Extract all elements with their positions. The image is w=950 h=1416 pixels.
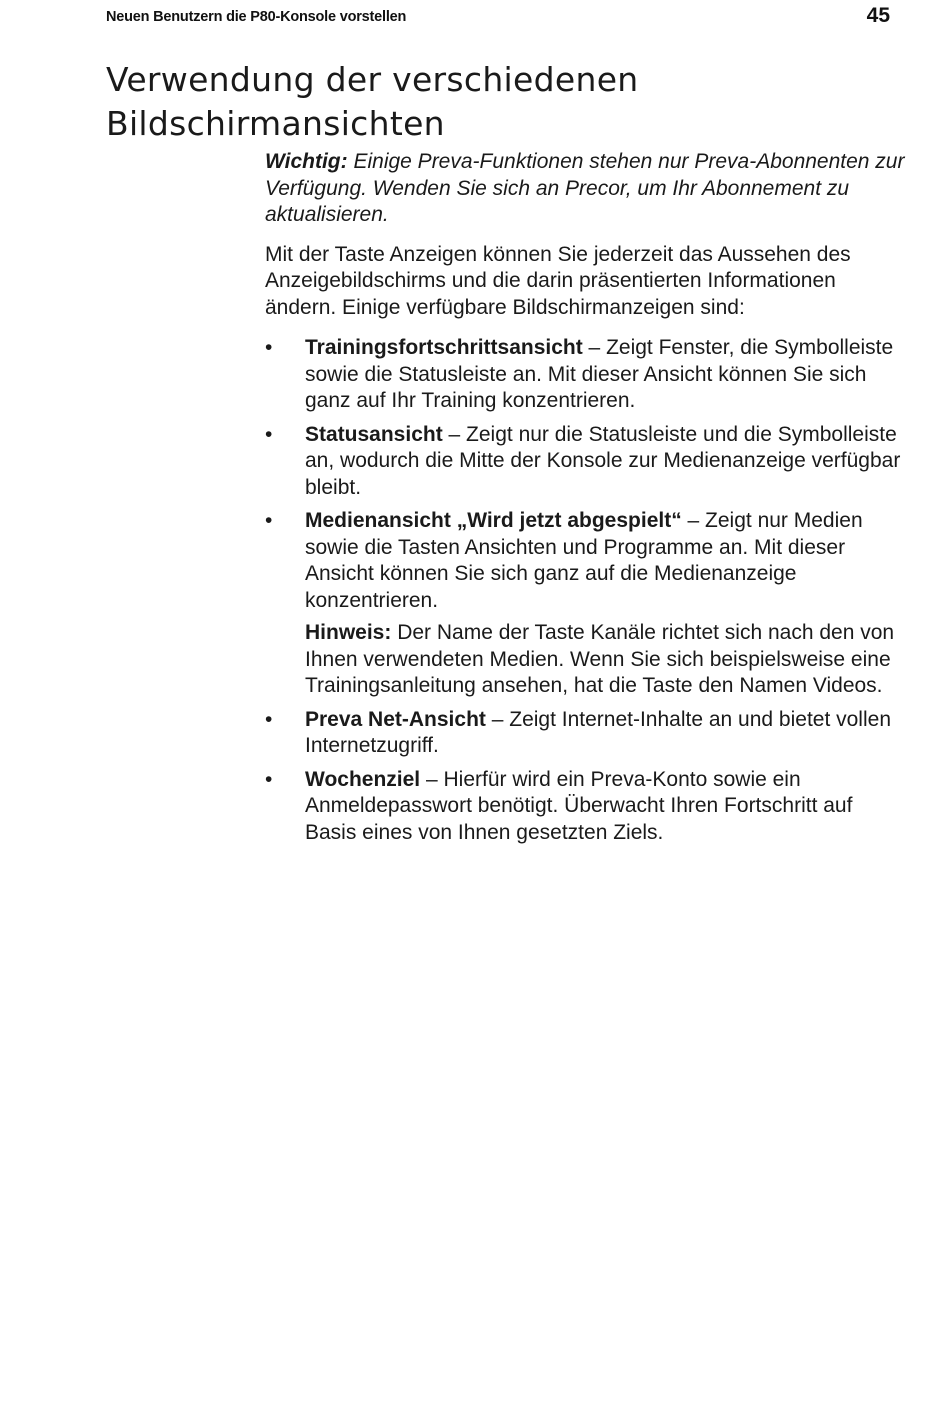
important-text: Einige Preva-Funktionen stehen nur Preva-Abonnenten zur Verfügung. Wenden Sie sich an Precor, um Ihr Abonnement zu aktualisieren. bbox=[265, 150, 905, 226]
view-term: Preva Net-Ansicht bbox=[305, 707, 486, 731]
view-list bbox=[265, 335, 905, 846]
bullet-icon: • bbox=[265, 767, 273, 791]
main-content bbox=[265, 149, 905, 853]
bullet-icon: • bbox=[265, 707, 273, 731]
view-description: – Hierfür wird ein Preva-Konto sowie ein Anmeldepasswort benötigt. Überwacht Ihren Fortschritt auf Basis eines von Ihnen gesetzten Ziels. bbox=[305, 767, 853, 844]
list-item bbox=[265, 335, 905, 415]
note-label: Hinweis: bbox=[305, 621, 392, 644]
view-term: Statusansicht bbox=[305, 422, 443, 446]
media-view-note bbox=[305, 620, 905, 700]
view-term: Trainingsfortschrittsansicht bbox=[305, 336, 583, 359]
view-description: – Zeigt Fenster, die Symbolleiste sowie die Statusleiste an. Mit dieser Ansicht können Sie sich ganz auf Ihr Training konzentrieren. bbox=[305, 336, 894, 412]
page-number: 45 bbox=[866, 4, 890, 27]
note-text: Der Name der Taste Kanäle richtet sich nach den von Ihnen verwendeten Medien. Wenn Sie sich beispielsweise eine Trainingsanleitung ansehen, hat die Taste den Namen Videos. bbox=[305, 621, 895, 697]
important-note bbox=[265, 149, 905, 229]
bullet-icon: • bbox=[265, 336, 273, 359]
list-item bbox=[265, 767, 905, 847]
important-label: Wichtig: bbox=[265, 150, 348, 173]
list-item bbox=[265, 508, 905, 700]
view-description: – Zeigt nur die Statusleiste und die Symbolleiste an, wodurch die Mitte der Konsole zur Medienanzeige verfügbar bleibt. bbox=[305, 422, 901, 499]
page-title: Verwendung der verschiedenen Bildschirmansichten bbox=[106, 60, 639, 143]
bullet-icon: • bbox=[265, 422, 273, 446]
view-term: Medienansicht „Wird jetzt abgespielt“ bbox=[305, 509, 682, 532]
view-description: – Zeigt Internet-Inhalte an und bietet vollen Internetzugriff. bbox=[305, 707, 891, 757]
intro-paragraph: Mit der Taste Anzeigen können Sie jederzeit das Aussehen des Anzeigebildschirms und die darin präsentierten Informationen ändern. Einige verfügbare Bildschirmanzeigen sind: bbox=[265, 242, 851, 319]
view-term: Wochenziel bbox=[305, 767, 421, 791]
list-item bbox=[265, 707, 905, 760]
view-description: – Zeigt nur Medien sowie die Tasten Ansichten und Programme an. Mit dieser Ansicht können Sie sich ganz auf die Medienanzeige konzentrieren. bbox=[305, 509, 863, 612]
list-item bbox=[265, 422, 905, 502]
running-header: Neuen Benutzern die P80-Konsole vorstellen bbox=[106, 9, 407, 25]
bullet-icon: • bbox=[265, 509, 273, 532]
